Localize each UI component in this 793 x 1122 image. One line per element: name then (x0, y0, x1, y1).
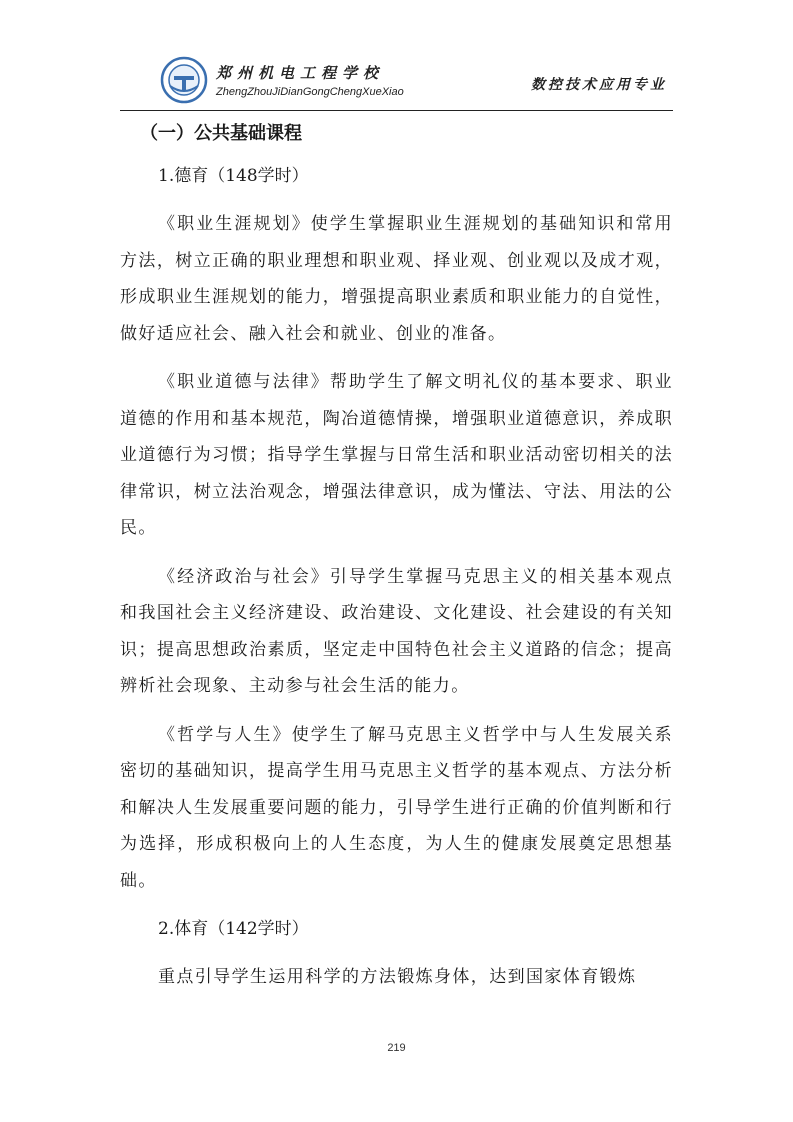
paragraph-philosophy-life: 《哲学与人生》使学生了解马克思主义哲学中与人生发展关系密切的基础知识，提高学生用马克思主义哲学的基本观点、方法分析和解决人生发展重要问题的能力，引导学生进行正确的价值判断和行为选择，形成积极向上的人生态度，为人生的健康发展奠定思想基础。 (120, 724, 673, 891)
paragraph-ethics-law: 《职业道德与法律》帮助学生了解文明礼仪的基本要求、职业道德的作用和基本规范，陶冶道德情操，增强职业道德意识，养成职业道德行为习惯；指导学生掌握与日常生活和职业活动密切相关的法律常识，树立法治观念，增强法律意识，成为懂法、守法、用法的公民。 (120, 372, 673, 538)
school-name-en: ZhengZhouJiDianGongChengXueXiao (216, 86, 404, 98)
section-title: （一）公共基础课程 (140, 123, 302, 144)
subheading-moral-education: 1.德育（148学时） (158, 166, 309, 186)
major-name: 数控技术应用专业 (531, 77, 667, 93)
school-emblem-icon (160, 56, 208, 104)
school-name-cn: 郑州机电工程学校 (216, 64, 385, 82)
subheading-physical-education: 2.体育（142学时） (158, 919, 309, 939)
paragraph-career-planning: 《职业生涯规划》使学生掌握职业生涯规划的基础知识和常用方法，树立正确的职业理想和职业观、择业观、创业观以及成才观，形成职业生涯规划的能力，增强提高职业素质和职业能力的自觉性，做好适应社会、融入社会和就业、创业的准备。 (120, 214, 673, 344)
document-body (120, 116, 673, 1008)
paragraph-economy-politics: 《经济政治与社会》引导学生掌握马克思主义的相关基本观点和我国社会主义经济建设、政治建设、文化建设、社会建设的有关知识；提高思想政治素质，坚定走中国特色社会主义道路的信念；提高辨析社会现象、主动参与社会生活的能力。 (120, 566, 673, 696)
page-number: 219 (387, 1042, 406, 1054)
page-header (120, 52, 673, 111)
paragraph-physical-education: 重点引导学生运用科学的方法锻炼身体，达到国家体育锻炼 (158, 967, 637, 987)
